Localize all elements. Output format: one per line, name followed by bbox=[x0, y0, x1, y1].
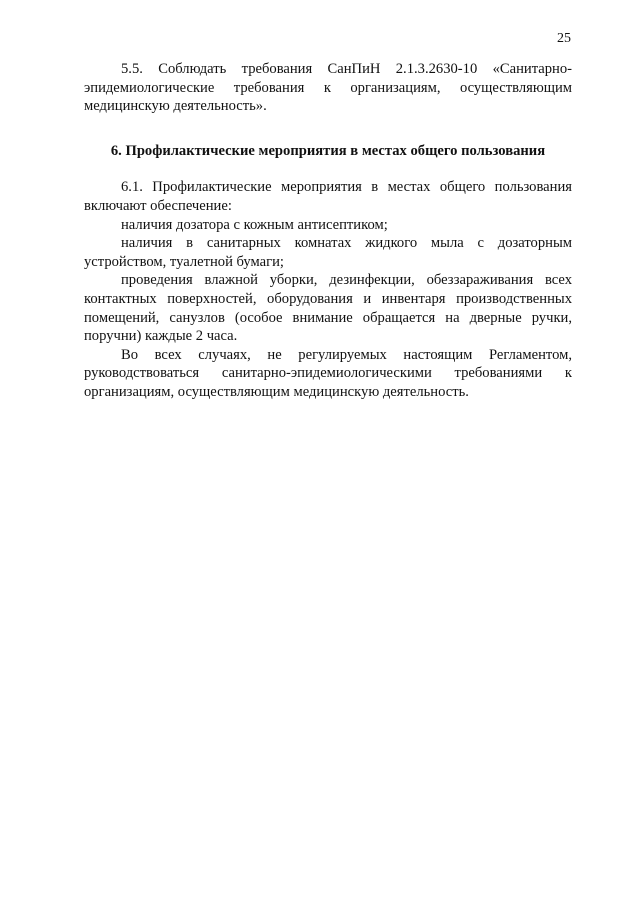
paragraph-general-rule: Во всех случаях, не регулируемых настоящим Регламентом, руководствоваться санитарно-эпидемиологическими требованиями к организациям, осуществляющим медицинскую деятельность. bbox=[84, 346, 572, 400]
list-item-antiseptic: наличия дозатора с кожным антисептиком; bbox=[121, 216, 388, 233]
page-number: 25 bbox=[557, 31, 571, 46]
paragraph-5-5: 5.5. Соблюдать требования СанПиН 2.1.3.2630-10 «Санитарно-эпидемиологические требования к организациям, осуществляющим медицинскую деятельность». bbox=[84, 61, 572, 115]
list-item-soap: наличия в санитарных комнатах жидкого мыла с дозаторным устройством, туалетной бумаги; bbox=[84, 235, 572, 270]
section-heading: 6. Профилактические мероприятия в местах общего пользования bbox=[110, 142, 546, 159]
document-body bbox=[84, 60, 572, 402]
list-item-cleaning: проведения влажной уборки, дезинфекции, обеззараживания всех контактных поверхностей, оборудования и инвентаря производственных помещений, санузлов (особое внимание обращается на дверные ручки, поручни) каждые 2 часа. bbox=[84, 272, 572, 345]
paragraph-6-1: 6.1. Профилактические мероприятия в местах общего пользования включают обеспечение: bbox=[84, 179, 572, 214]
